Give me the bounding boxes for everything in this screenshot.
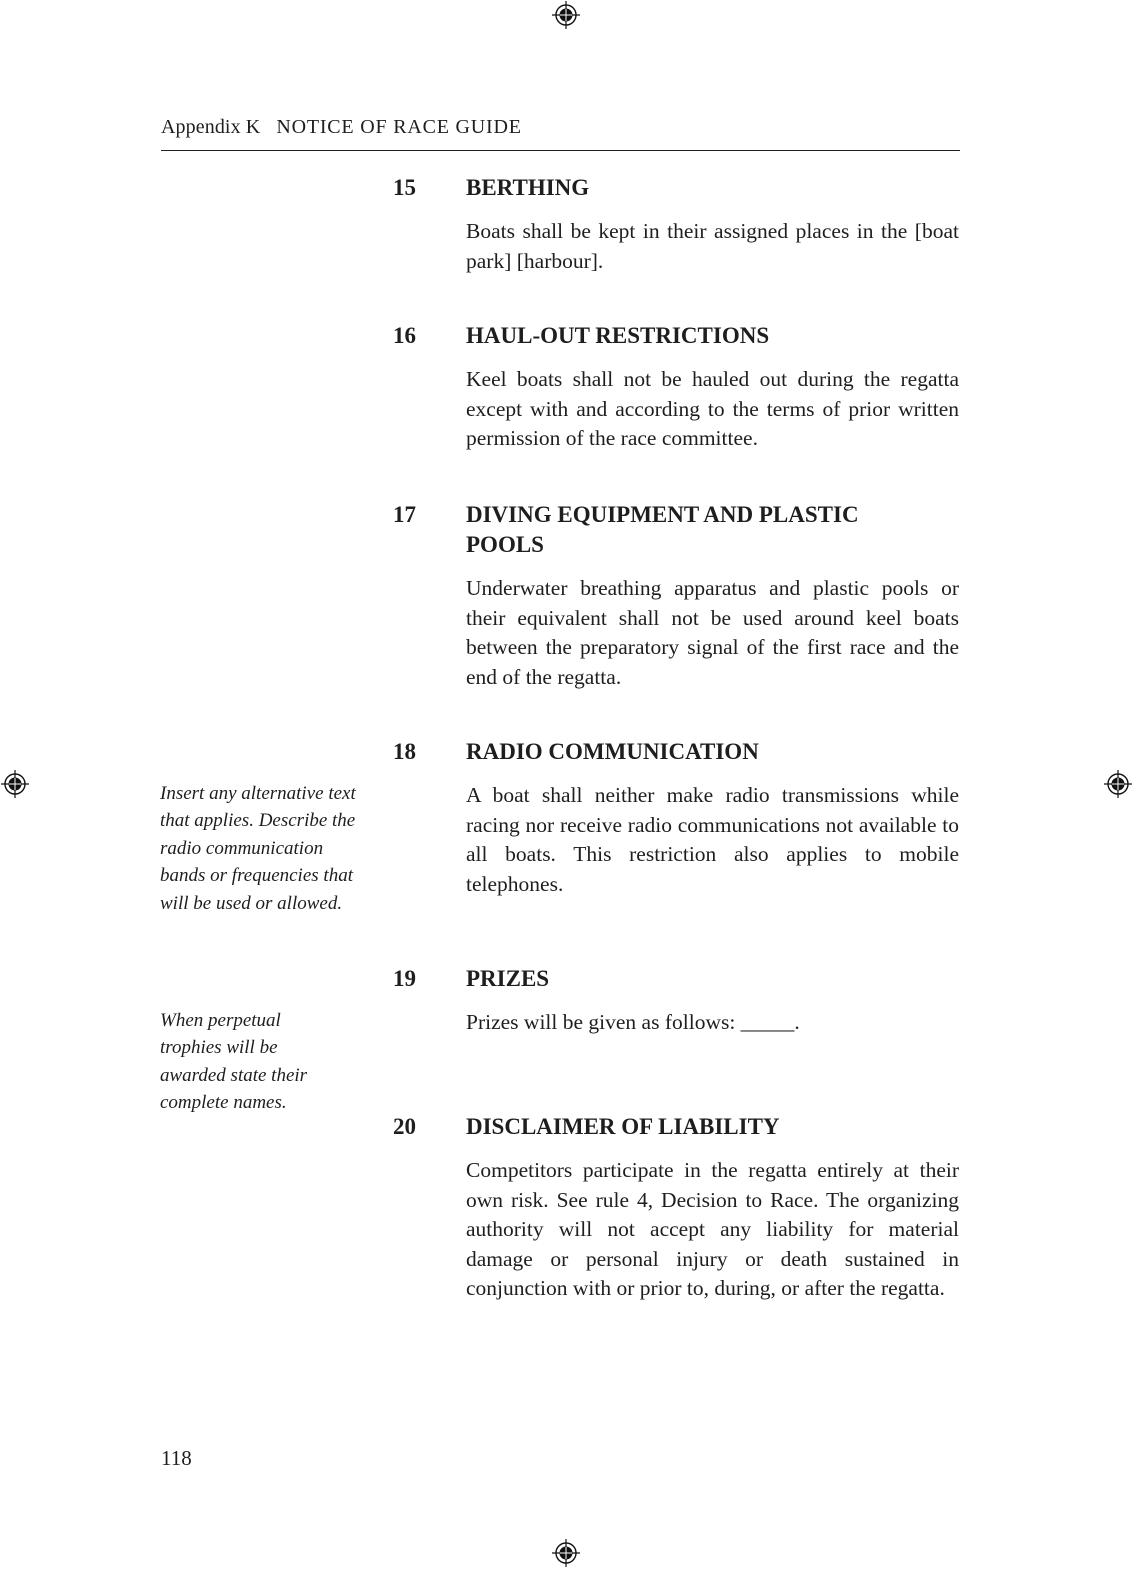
- registration-mark-bottom-icon: [551, 1538, 581, 1568]
- section-number: 16: [393, 323, 416, 348]
- section-body: A boat shall neither make radio transmissions while racing nor receive radio communications not available to all boats. This restriction also applies to mobile telephones.: [466, 783, 959, 896]
- section-body: Keel boats shall not be hauled out during the regatta except with and according to the terms of prior written permission of the race committee.: [466, 367, 959, 451]
- section-title: DIVING EQUIPMENT AND PLASTIC POOLS: [466, 502, 859, 557]
- section-body: Prizes will be given as follows: _____.: [466, 1010, 800, 1034]
- running-head-title: NOTICE OF RACE GUIDE: [276, 116, 522, 138]
- margin-note-prizes: When perpetual trophies will be awarded state their complete names.: [160, 1010, 308, 1114]
- margin-note-radio: Insert any alternative text that applies. Describe the radio communication bands or frequencies that will be used or allowed.: [160, 783, 356, 914]
- section-title: PRIZES: [466, 966, 550, 991]
- section-number: 20: [393, 1114, 416, 1139]
- header-rule: [161, 150, 960, 151]
- section-body: Underwater breathing apparatus and plastic pools or their equivalent shall not be used around keel boats between the preparatory signal of the first race and the end of the regatta.: [466, 576, 959, 689]
- section-number: 17: [393, 502, 416, 527]
- section-heading: [393, 964, 959, 994]
- page-number: 118: [161, 1446, 192, 1470]
- section-number: 19: [393, 966, 416, 991]
- section-title: DISCLAIMER OF LIABILITY: [466, 1114, 780, 1139]
- section-body: Competitors participate in the regatta entirely at their own risk. See rule 4, Decision to Race. The organizing authority will not accept any liability for material damage or personal injury or death sustained in conjunction with or prior to, during, or after the regatta.: [466, 1158, 959, 1301]
- registration-mark-left-icon: [0, 769, 30, 799]
- running-head: [161, 114, 960, 140]
- section-title: BERTHING: [466, 175, 590, 200]
- registration-mark-right-icon: [1103, 769, 1133, 799]
- section-19: [393, 964, 959, 1038]
- section-17: [393, 500, 959, 692]
- section-18: [393, 737, 959, 899]
- section-heading: [393, 1112, 959, 1142]
- section-heading: [393, 737, 959, 767]
- section-title: HAUL-OUT RESTRICTIONS: [466, 323, 770, 348]
- section-heading: [393, 321, 959, 351]
- section-15: [393, 173, 959, 276]
- section-20: [393, 1112, 959, 1304]
- registration-mark-top-icon: [551, 0, 581, 30]
- appendix-label: Appendix K: [161, 116, 261, 138]
- section-body: Boats shall be kept in their assigned places in the [boat park] [harbour].: [466, 219, 959, 273]
- section-heading: [393, 173, 959, 203]
- section-16: [393, 321, 959, 454]
- section-heading: [393, 500, 959, 560]
- section-number: 18: [393, 739, 416, 764]
- section-title: RADIO COMMUNICATION: [466, 739, 759, 764]
- section-number: 15: [393, 175, 416, 200]
